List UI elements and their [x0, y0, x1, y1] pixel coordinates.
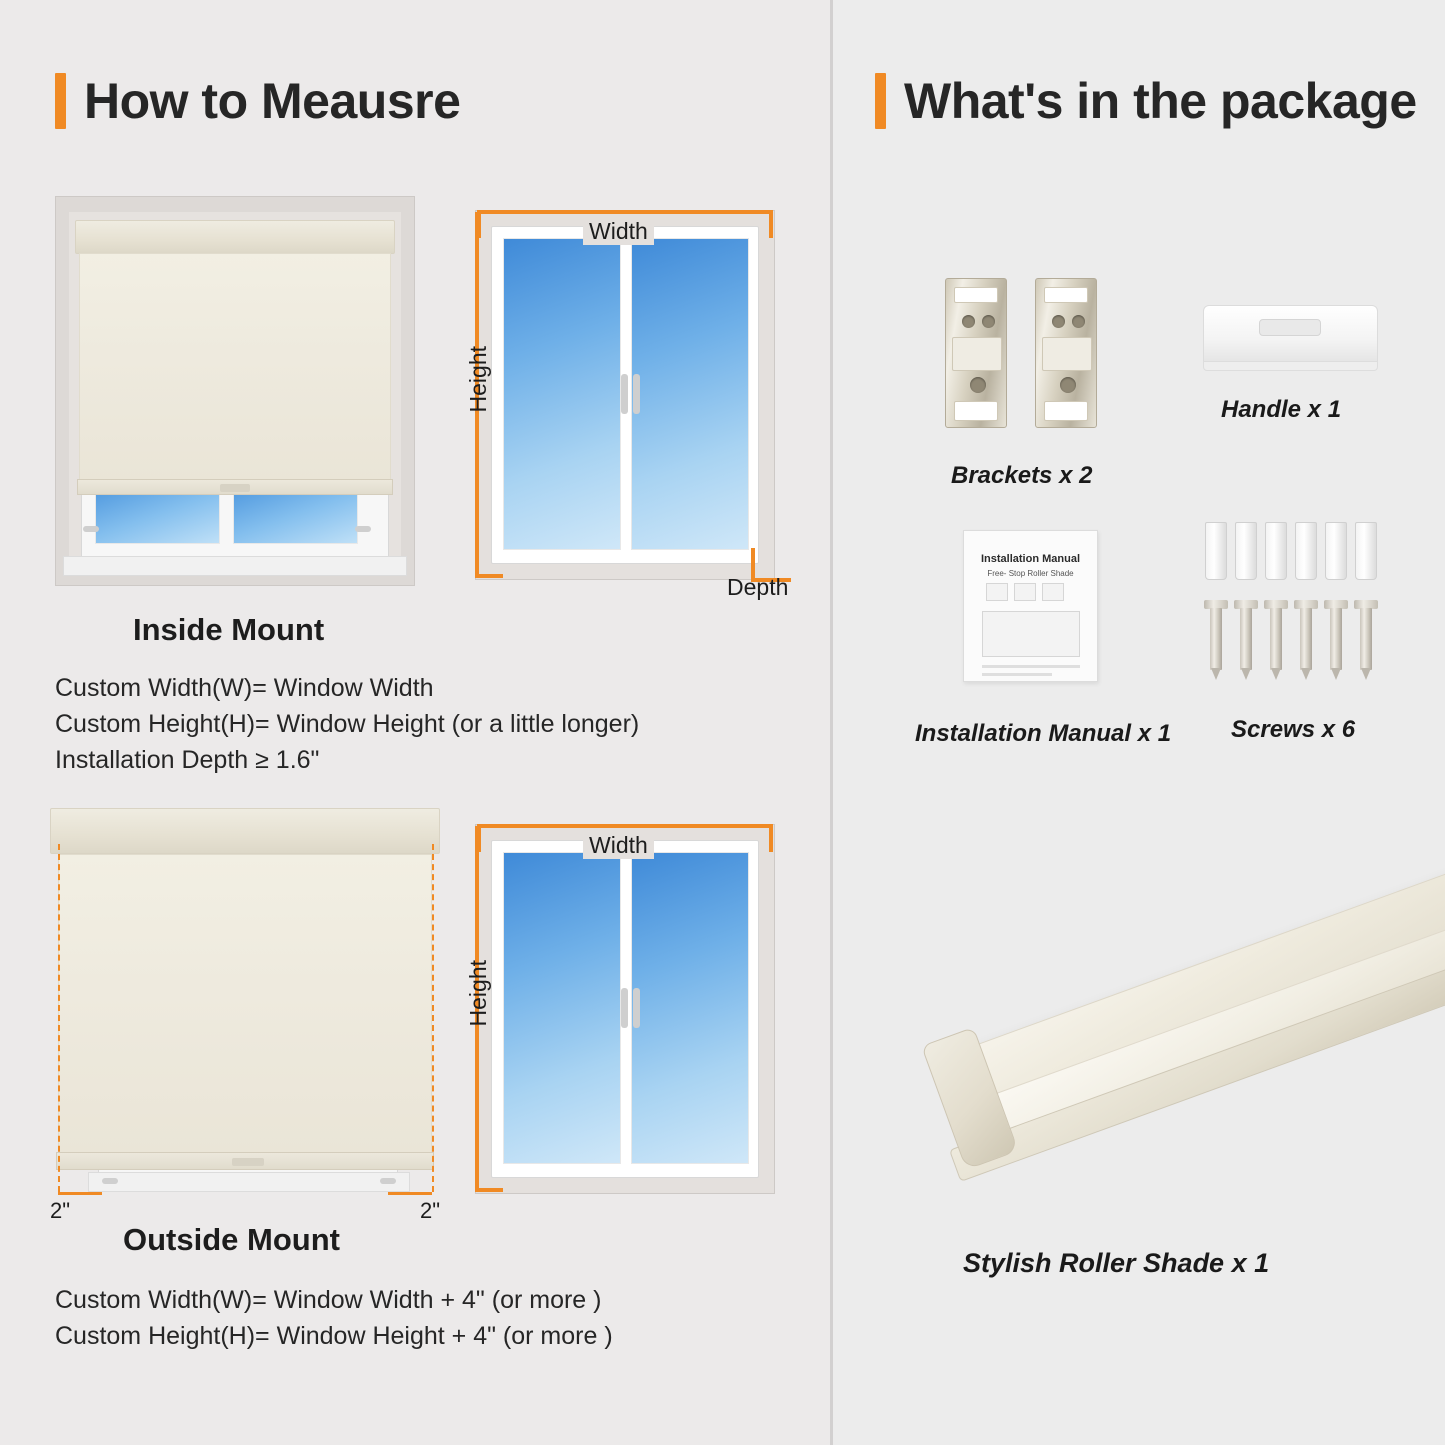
brackets-label: Brackets x 2 [951, 462, 1093, 489]
screw-2-body [1240, 608, 1252, 670]
screw-1-tip [1211, 668, 1221, 680]
bracket-right-hole-c [1060, 377, 1076, 393]
bracket-left-hole-b [982, 315, 995, 328]
inside-mount-line-1: Custom Width(W)= Window Width [55, 674, 434, 702]
measure-window-pane-left [503, 238, 621, 550]
inside-mount-title: Inside Mount [133, 612, 325, 647]
window-sill [63, 556, 407, 576]
overhang-tick-left [58, 1192, 102, 1195]
wall-anchor-5 [1325, 522, 1347, 580]
outside-mount-line-1: Custom Width(W)= Window Width + 4" (or more ) [55, 1286, 602, 1314]
handle-body [1203, 305, 1378, 367]
wall-anchor-4 [1295, 522, 1317, 580]
bracket-right-hole-a [1052, 315, 1065, 328]
shade-fabric [79, 253, 391, 481]
measure-window-pane-right [631, 238, 749, 550]
outside-mount-measure-illustration [455, 810, 795, 1210]
manual-thumb-2 [1014, 583, 1036, 601]
package-contents-panel [833, 0, 1445, 1445]
screw-2-tip [1241, 668, 1251, 680]
outside-shade-cassette [50, 808, 440, 854]
screws-label: Screws x 6 [1231, 716, 1356, 743]
outside-measure-pane-right [631, 852, 749, 1164]
outside-measure-handle-left [621, 988, 628, 1028]
wall-anchor-1 [1205, 522, 1227, 580]
width-mark-right [769, 210, 773, 238]
recess-window-handle-left [83, 526, 99, 532]
overhang-guide-left [58, 844, 60, 1192]
height-label: Height [465, 346, 491, 413]
height-mark-bottom [475, 574, 503, 578]
inside-mount-measure-illustration [455, 196, 795, 600]
outside-width-label: Width [583, 832, 654, 859]
manual-thumb-1 [986, 583, 1008, 601]
left-margin-label: 2" [50, 1198, 71, 1223]
bracket-left [945, 278, 1007, 428]
overhang-tick-right [388, 1192, 432, 1195]
bracket-left-hole-c [970, 377, 986, 393]
inside-mount-line-3: Installation Depth ≥ 1.6" [55, 746, 320, 774]
bracket-left-hole-a [962, 315, 975, 328]
handle-group [1203, 305, 1383, 385]
screw-3-body [1270, 608, 1282, 670]
width-label: Width [583, 218, 654, 245]
depth-label: Depth [727, 574, 789, 600]
outside-shade-fabric [58, 854, 432, 1154]
bracket-left-window [952, 337, 1002, 371]
handle-label: Handle x 1 [1221, 396, 1342, 423]
recess-window-handle-right [355, 526, 371, 532]
outside-height-mark-bottom [475, 1188, 503, 1192]
bracket-right-window [1042, 337, 1092, 371]
inside-mount-line-2: Custom Height(H)= Window Height (or a little longer) [55, 710, 640, 738]
screw-6-body [1360, 608, 1372, 670]
screw-4-tip [1301, 668, 1311, 680]
manual-subtitle: Free- Stop Roller Shade [987, 569, 1074, 578]
heading-text: How to Meausre [84, 73, 461, 129]
bracket-right-hole-b [1072, 315, 1085, 328]
outside-mount-line-2: Custom Height(H)= Window Height + 4" (or more ) [55, 1322, 613, 1350]
how-to-measure-heading [55, 72, 460, 130]
package-heading-accent-bar [875, 73, 886, 129]
screws-group [1201, 522, 1391, 692]
measure-window-handle-left [621, 374, 628, 414]
package-heading [875, 72, 1417, 130]
overhang-guide-right [432, 844, 434, 1192]
bracket-left-slot-bottom [954, 401, 998, 421]
width-mark-top [477, 210, 773, 214]
inside-mount-text-block [55, 612, 775, 778]
manual-text-line-2 [982, 673, 1052, 676]
right-margin-label: 2" [420, 1198, 441, 1223]
roller-shade-label: Stylish Roller Shade x 1 [963, 1248, 1270, 1278]
installation-manual-label: Installation Manual x 1 [915, 720, 1172, 747]
wall-anchor-2 [1235, 522, 1257, 580]
roller-shade-product [913, 850, 1433, 1250]
outside-measure-pane-left [503, 852, 621, 1164]
outside-mount-text-block [55, 1222, 795, 1354]
outside-mount-title: Outside Mount [123, 1222, 340, 1257]
outside-window-handle-left [102, 1178, 118, 1184]
screw-5-tip [1331, 668, 1341, 680]
shade-pull-handle [220, 484, 250, 492]
outside-width-mark-top [477, 824, 773, 828]
inside-mount-shade-illustration [55, 196, 415, 586]
bracket-right [1035, 278, 1097, 428]
screw-5-body [1330, 608, 1342, 670]
bracket-right-slot-top [1044, 287, 1088, 303]
installation-manual [963, 530, 1098, 682]
heading-accent-bar [55, 73, 66, 129]
handle-grip-slot [1259, 319, 1321, 336]
manual-diagram [982, 611, 1080, 657]
measure-window-handle-right [633, 374, 640, 414]
screw-1-body [1210, 608, 1222, 670]
shade-cassette [75, 220, 395, 254]
manual-text-line-1 [982, 665, 1080, 668]
outside-height-label: Height [465, 960, 491, 1027]
wall-anchor-6 [1355, 522, 1377, 580]
outside-mount-shade-illustration [40, 800, 450, 1223]
wall-anchor-3 [1265, 522, 1287, 580]
bracket-left-slot-top [954, 287, 998, 303]
manual-title: Installation Manual [980, 553, 1080, 565]
bracket-right-slot-bottom [1044, 401, 1088, 421]
outside-window-sill [88, 1172, 410, 1192]
screw-3-tip [1271, 668, 1281, 680]
outside-window-handle-right [380, 1178, 396, 1184]
screw-4-body [1300, 608, 1312, 670]
manual-thumb-3 [1042, 583, 1064, 601]
handle-base [1203, 361, 1378, 371]
outside-width-mark-right [769, 824, 773, 852]
screw-6-tip [1361, 668, 1371, 680]
outside-shade-pull-handle [232, 1158, 264, 1166]
package-heading-text: What's in the package [904, 73, 1417, 129]
brackets-group [943, 278, 1118, 438]
outside-measure-handle-right [633, 988, 640, 1028]
